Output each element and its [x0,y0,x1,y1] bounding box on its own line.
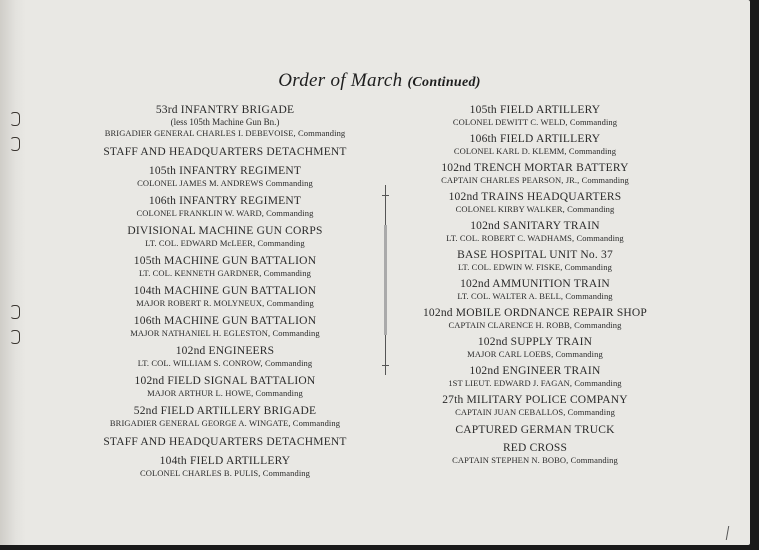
march-entry [365,191,705,215]
entry-unit: BASE HOSPITAL UNIT No. 37 [457,249,613,261]
entry-cmdr: BRIGADIER GENERAL CHARLES I. DEBEVOISE, Commanding [104,128,346,138]
entry-unit: 102nd TRAINS HEADQUARTERS [448,191,622,203]
page-title [0,70,759,92]
entry-note: (less 105th Machine Gun Bn.) [170,117,280,127]
entry-unit: RED CROSS [502,442,568,454]
march-entry [55,165,395,189]
entry-cmdr: MAJOR ARTHUR L. HOWE, Commanding [147,388,303,398]
march-entry [55,145,395,159]
entry-cmdr: MAJOR NATHANIEL H. EGLESTON, Commanding [130,328,320,338]
entry-unit: 104th FIELD ARTILLERY [159,455,291,467]
entry-cmdr: LT. COL. EDWARD McLEER, Commanding [145,238,305,248]
entry-unit: DIVISIONAL MACHINE GUN CORPS [127,225,323,237]
entry-cmdr: CAPTAIN CHARLES PEARSON, JR., Commanding [441,175,629,185]
entry-unit: 106th INFANTRY REGIMENT [148,195,302,207]
entry-unit: 102nd SUPPLY TRAIN [477,336,593,348]
march-entry [55,435,395,449]
march-entry [365,365,705,389]
entry-cmdr: LT. COL. KENNETH GARDNER, Commanding [139,268,311,278]
entry-cmdr: CAPTAIN CLARENCE H. ROBB, Commanding [448,320,622,330]
entry-unit: 102nd ENGINEERS [175,345,275,357]
right-column [365,104,705,471]
entry-cmdr: COLONEL DEWITT C. WELD, Commanding [452,117,618,127]
entry-unit: 104th MACHINE GUN BATTALION [133,285,317,297]
background-edge [750,0,759,550]
entry-cmdr: COLONEL JAMES M. ANDREWS Commanding [137,178,313,188]
binding-ring [10,137,20,151]
entry-unit: 105th INFANTRY REGIMENT [148,165,302,177]
march-entry [365,394,705,418]
background-edge [0,545,759,550]
entry-cmdr: CAPTAIN JUAN CEBALLOS, Commanding [455,407,615,417]
entry-head: STAFF AND HEADQUARTERS DETACHMENT [103,436,347,448]
entry-unit: 102nd MOBILE ORDNANCE REPAIR SHOP [422,307,648,319]
march-entry [55,225,395,249]
march-entry [55,255,395,279]
entry-unit: 105th MACHINE GUN BATTALION [133,255,317,267]
entry-unit: 102nd SANITARY TRAIN [470,220,600,232]
entry-cmdr: MAJOR ROBERT R. MOLYNEUX, Commanding [136,298,314,308]
entry-unit: 102nd AMMUNITION TRAIN [460,278,610,290]
entry-unit: 105th FIELD ARTILLERY [469,104,601,116]
march-entry [55,104,395,139]
entry-cmdr: LT. COL. ROBERT C. WADHAMS, Commanding [446,233,624,243]
left-column [55,104,395,485]
march-entry [365,278,705,302]
entry-cmdr: BRIGADIER GENERAL GEORGE A. WINGATE, Commanding [109,418,341,428]
march-entry [365,104,705,128]
march-entry [55,285,395,309]
entry-unit: 102nd ENGINEER TRAIN [469,365,601,377]
title-main: Order of March [278,70,403,91]
entry-cmdr: LT. COL. WILLIAM S. CONROW, Commanding [137,358,313,368]
entry-cmdr: CAPTAIN STEPHEN N. BOBO, Commanding [452,455,618,465]
march-entry [55,405,395,429]
march-entry [365,442,705,466]
march-entry [55,345,395,369]
page-corner-mark [726,526,739,540]
binding-ring [10,330,20,344]
march-entry [365,133,705,157]
march-entry [365,249,705,273]
entry-head: CAPTURED GERMAN TRUCK [455,424,615,436]
entry-cmdr: LT. COL. WALTER A. BELL, Commanding [457,291,613,301]
binding-ring [10,305,20,319]
march-entry [365,336,705,360]
march-entry [55,315,395,339]
march-entry [365,162,705,186]
entry-cmdr: LT. COL. EDWIN W. FISKE, Commanding [458,262,612,272]
entry-cmdr: COLONEL KIRBY WALKER, Commanding [455,204,615,214]
entry-unit: 102nd FIELD SIGNAL BATTALION [134,375,316,387]
entry-cmdr: MAJOR CARL LOEBS, Commanding [467,349,603,359]
march-entry [55,375,395,399]
title-sub: (Continued) [407,75,481,90]
march-entry [365,423,705,437]
march-entry [365,307,705,331]
entry-unit: 52nd FIELD ARTILLERY BRIGADE [133,405,317,417]
entry-cmdr: COLONEL FRANKLIN W. WARD, Commanding [136,208,314,218]
entry-unit: 106th FIELD ARTILLERY [469,133,601,145]
entry-unit: 106th MACHINE GUN BATTALION [133,315,317,327]
entry-cmdr: 1ST LIEUT. EDWARD J. FAGAN, Commanding [448,378,622,388]
entry-unit: 27th MILITARY POLICE COMPANY [442,394,628,406]
march-entry [55,455,395,479]
entry-cmdr: COLONEL KARL D. KLEMM, Commanding [453,146,617,156]
binding-ring [10,112,20,126]
entry-cmdr: COLONEL CHARLES B. PULIS, Commanding [140,468,310,478]
march-entry [365,220,705,244]
entry-head: STAFF AND HEADQUARTERS DETACHMENT [103,146,347,158]
entry-unit: 102nd TRENCH MORTAR BATTERY [441,162,629,174]
march-entry [55,195,395,219]
entry-unit: 53rd INFANTRY BRIGADE [155,104,295,116]
